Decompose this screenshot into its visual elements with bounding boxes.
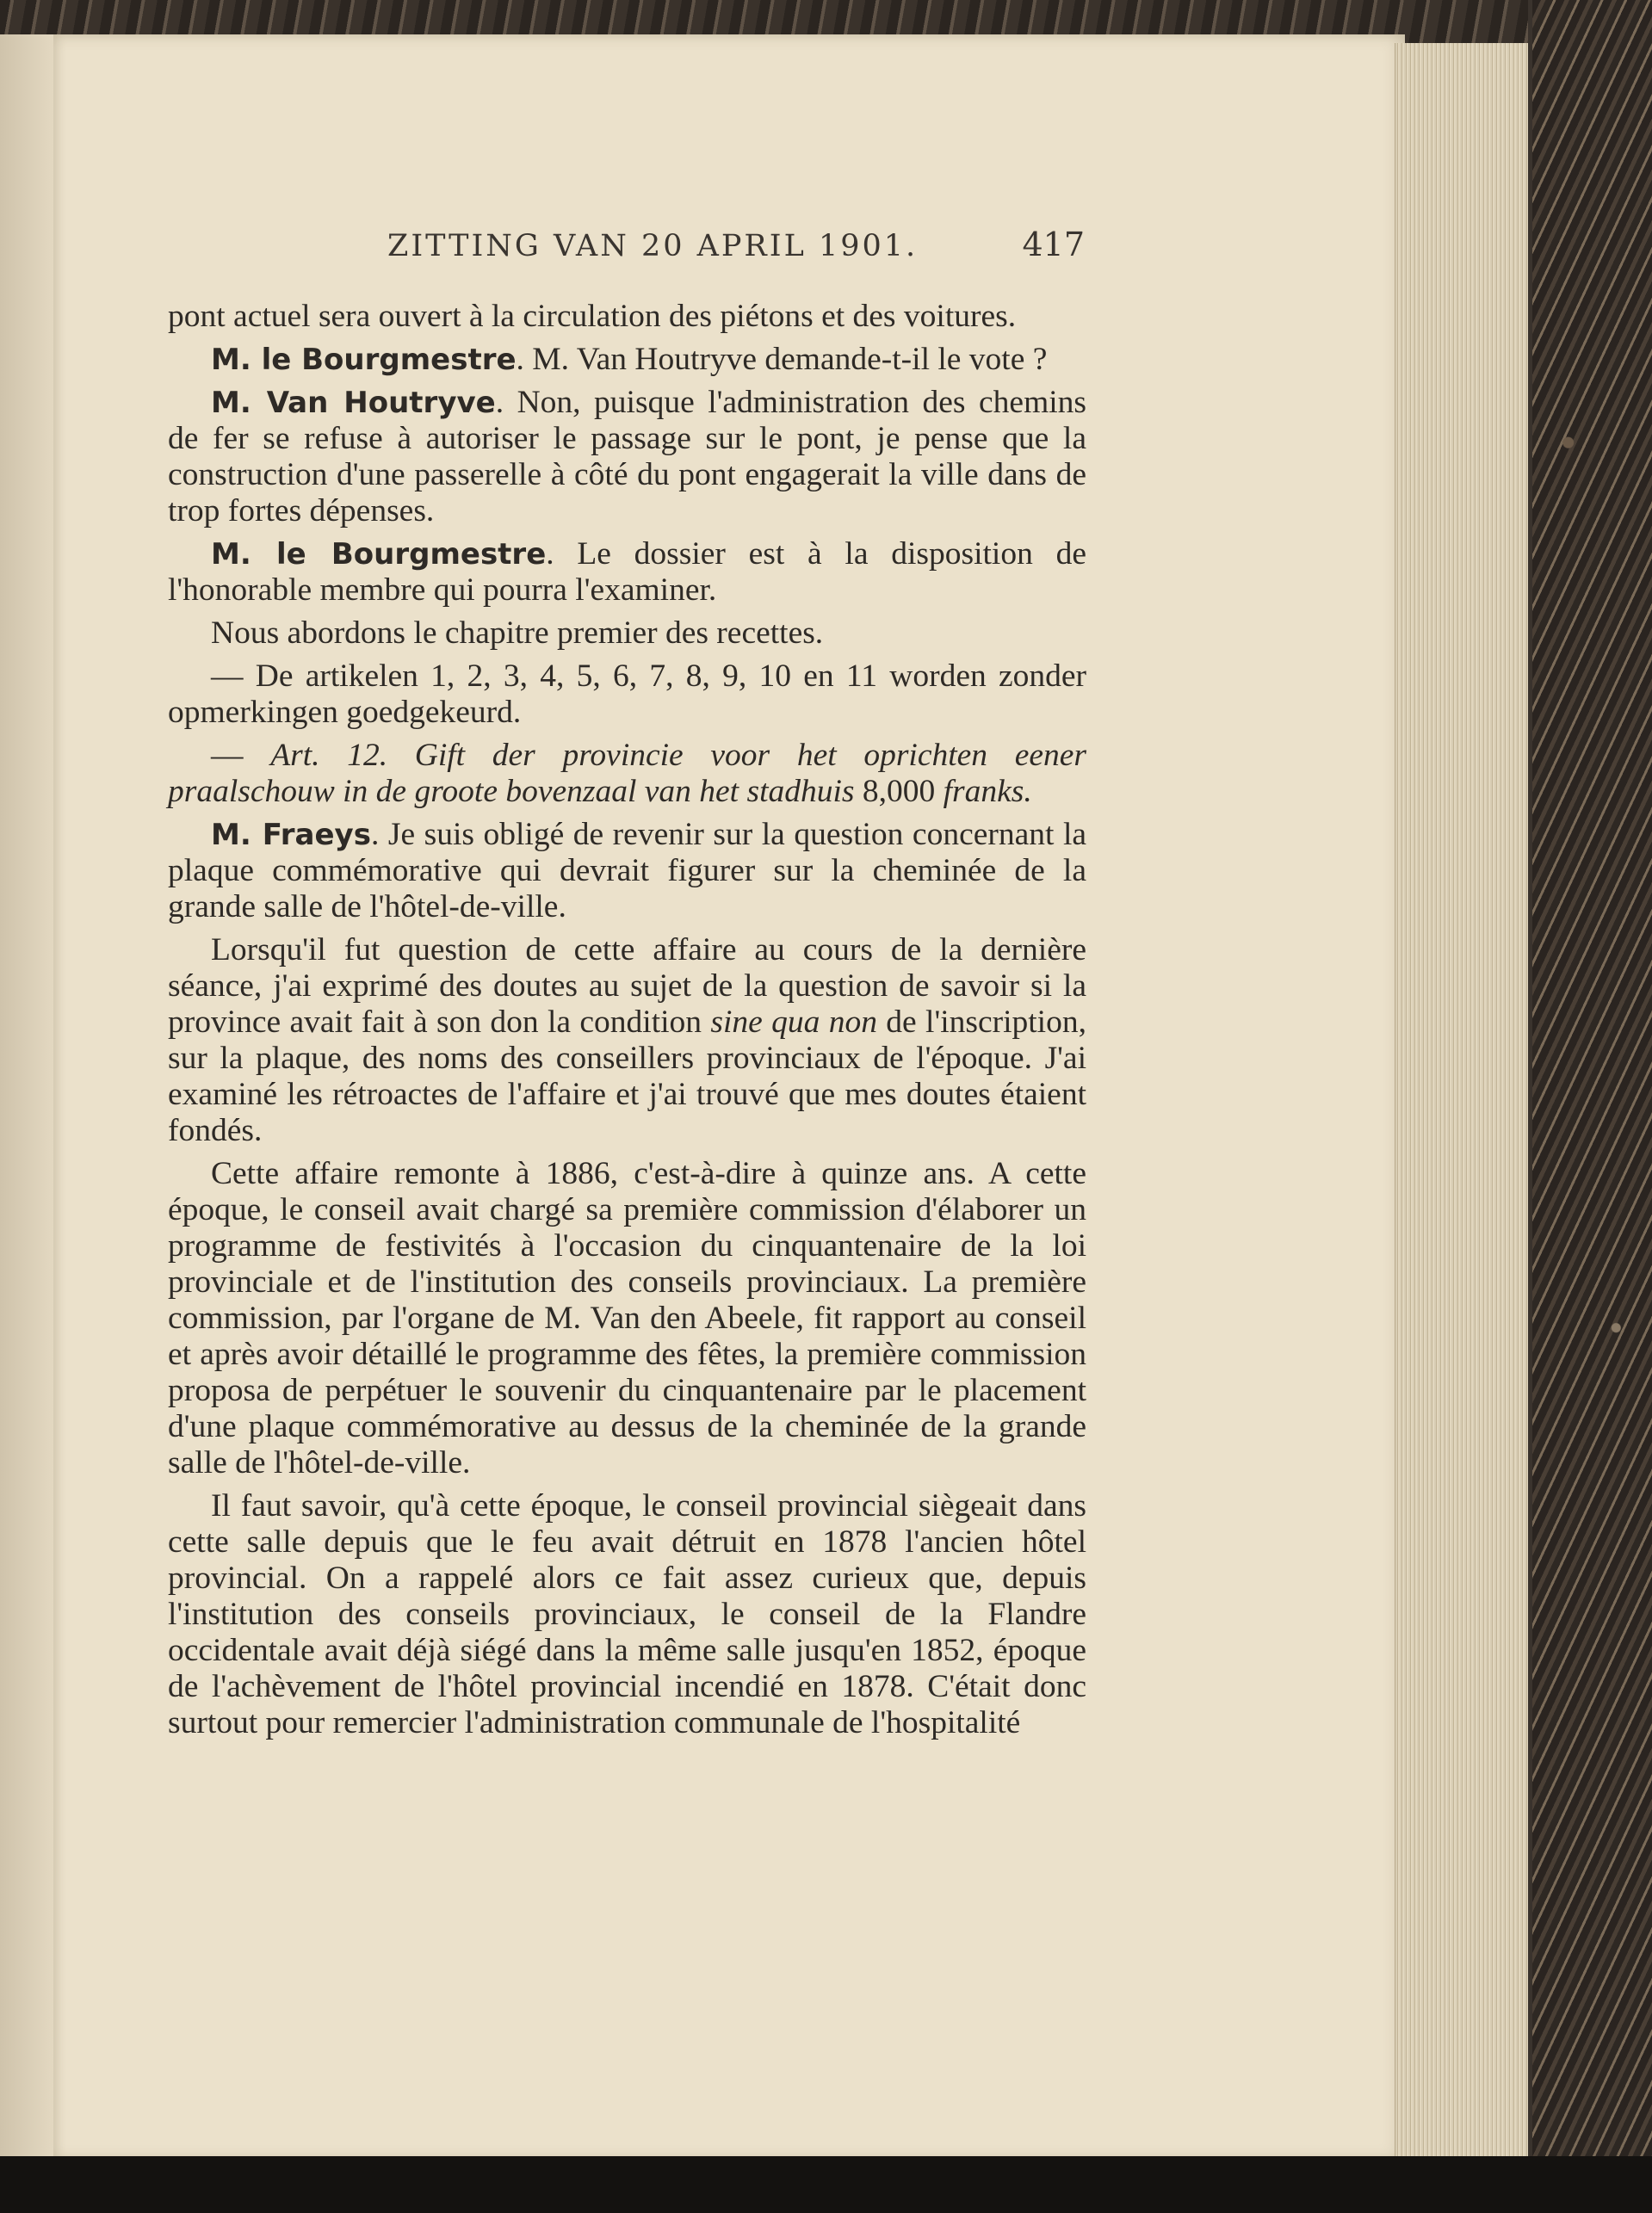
text-segment: Il faut savoir, qu'à cette époque, le conseil provincial siègeait dans cette salle depuis que le feu avait détruit en 1878 l'ancien hôtel provincial. On a rappelé alors ce fait assez curieux que, depuis l'institution des conseils provinciaux, le conseil de la Flandre occidentale avait déjà siégé dans la même salle jusqu'en 1852, époque de l'achèvement de l'hôtel provincial incendié en 1878. C'était donc surtout pour remercier l'administration communale de l'hospitalité bbox=[168, 1488, 1086, 1740]
italic-text: Art. 12. Gift der provincie voor het oprichten eener praalschouw in de groote bovenzaal van het stadhuis bbox=[168, 738, 1087, 809]
text-segment: 8,000 bbox=[854, 774, 944, 809]
text-segment: Lorsqu'il fut question de cette affaire au cours de la dernière séance, j'ai exprimé des doutes au sujet de la question de savoir si la province avait fait à son don la condition bbox=[168, 932, 1086, 1040]
text-segment: . Le dossier est à la disposition de l'honorable membre qui pourra l'examiner. bbox=[168, 536, 1086, 608]
page-gutter bbox=[0, 34, 53, 2160]
speaker-name: M. Fraeys bbox=[211, 818, 371, 852]
running-title: ZITTING VAN 20 APRIL 1901. bbox=[387, 229, 919, 263]
text-segment: Nous abordons le chapitre premier des recettes. bbox=[211, 615, 824, 651]
text-segment: de l'inscription, sur la plaque, des noms des conseillers provinciaux de l'époque. J'ai examiné les rétroactes de l'affaire et j'ai trouvé que mes doutes étaient fondés. bbox=[168, 1005, 1086, 1148]
speaker-name: M. Van Houtryve bbox=[211, 386, 496, 420]
text-segment: . Je suis obligé de revenir sur la question concernant la plaque commémorative qui devrait figurer sur la cheminée de la grande salle de l'hôtel-de-ville. bbox=[168, 817, 1087, 924]
page-edges bbox=[1395, 43, 1533, 2160]
marbled-cover bbox=[1532, 0, 1652, 2213]
paragraph bbox=[168, 615, 1086, 652]
paragraph bbox=[168, 1488, 1086, 1741]
paragraph bbox=[168, 1156, 1086, 1481]
paragraph bbox=[168, 342, 1086, 378]
text-segment: Cette affaire remonte à 1886, c'est-à-dire à quinze ans. A cette époque, le conseil avait chargé sa première commission d'élaborer un programme de festivités à l'occasion du cinquantenaire de la loi provinciale et de l'institution des conseils provinciaux. La première commission, par l'organe de M. Van den Abeele, fit rapport au conseil et après avoir détaillé le programme des fêtes, la première commission proposa de perpétuer le souvenir du cinquantenaire par le placement d'une plaque commémorative au dessus de la cheminée de la grande salle de l'hôtel-de-ville. bbox=[168, 1156, 1086, 1480]
text-segment: — De artikelen 1, 2, 3, 4, 5, 6, 7, 8, 9, 10 en 11 worden zonder opmerkingen goedgekeurd. bbox=[168, 658, 1086, 730]
paragraph bbox=[168, 536, 1086, 609]
text-segment: — bbox=[211, 738, 271, 773]
paragraph bbox=[168, 385, 1086, 529]
bottom-shadow bbox=[0, 2156, 1652, 2213]
paragraph bbox=[168, 299, 1086, 335]
text-segment: . M. Van Houtryve demande-t-il le vote ? bbox=[516, 342, 1048, 377]
speaker-name: M. le Bourgmestre bbox=[211, 343, 517, 377]
paragraph bbox=[168, 817, 1086, 925]
paragraph bbox=[168, 658, 1086, 731]
text-segment: pont actuel sera ouvert à la circulation des piétons et des voitures. bbox=[168, 299, 1017, 334]
body-text bbox=[168, 299, 1086, 1748]
paragraph bbox=[168, 738, 1086, 810]
text-segment: . Non, puisque l'administration des chemins de fer se refuse à autoriser le passage sur le pont, je pense que la construction d'une passerelle à côté du pont engagerait la ville dans de trop fortes dépenses. bbox=[168, 385, 1086, 529]
page-number: 417 bbox=[1022, 226, 1085, 263]
running-header bbox=[379, 222, 1093, 274]
italic-text: franks. bbox=[943, 774, 1032, 809]
italic-text: sine qua non bbox=[710, 1005, 877, 1040]
paragraph bbox=[168, 932, 1086, 1149]
speaker-name: M. le Bourgmestre bbox=[211, 537, 547, 572]
